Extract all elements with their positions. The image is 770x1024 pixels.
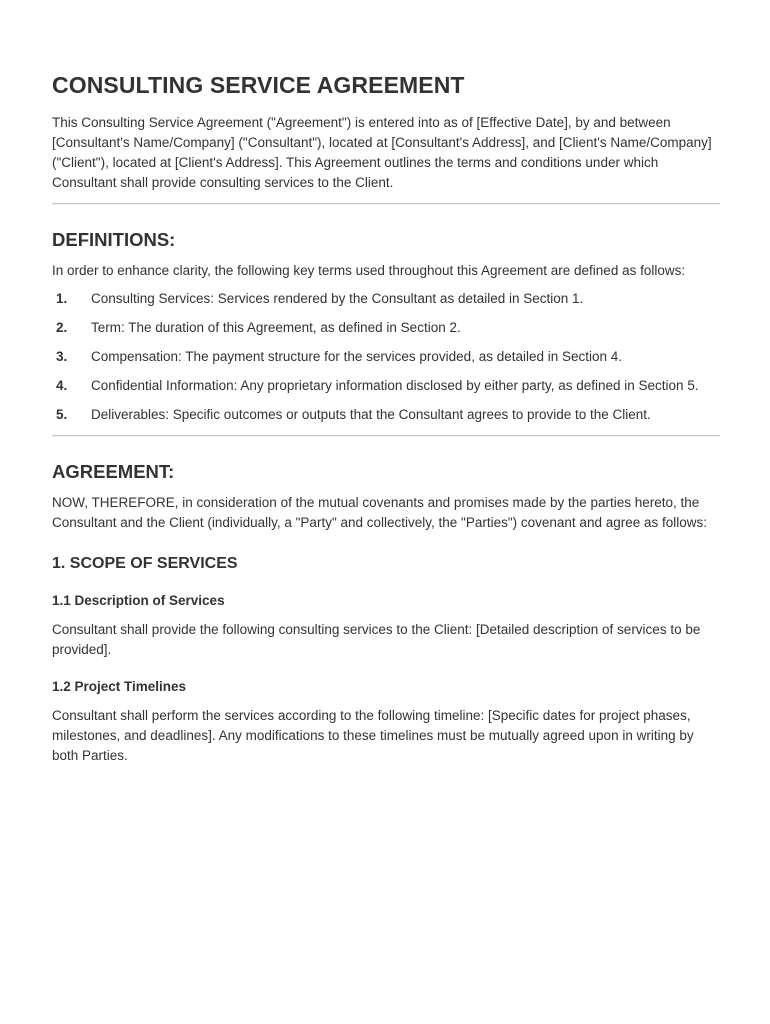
list-item: [52, 347, 720, 367]
agreement-heading: AGREEMENT:: [52, 461, 175, 482]
document-page: [52, 70, 720, 784]
list-item-text: Compensation: The payment structure for the services provided, as detailed in Section 4.: [91, 349, 623, 364]
document-title: CONSULTING SERVICE AGREEMENT: [52, 72, 465, 98]
scope-subsection: [52, 592, 720, 660]
subsection-heading: 1.2 Project Timelines: [52, 679, 187, 694]
list-item: [52, 289, 720, 309]
intro-paragraph: This Consulting Service Agreement ("Agreement") is entered into as of [Effective Date], by and between [Consultant's Name/Company] ("Consultant"), located at [Consultant's Address], and [Client's Name/Company] ("Client"), located at [Client's Address]. This Agreement outlines the terms and conditions under which Consultant shall provide consulting services to the Client.: [52, 115, 712, 190]
definitions-list: [52, 289, 720, 425]
scope-heading: 1. SCOPE OF SERVICES: [52, 555, 238, 572]
list-item-number: 4.: [56, 378, 68, 393]
list-item-number: 3.: [56, 349, 68, 364]
section-divider: [52, 435, 720, 437]
list-item-text: Confidential Information: Any proprietary information disclosed by either party, as defined in Section 5.: [91, 378, 699, 393]
definitions-lead: In order to enhance clarity, the following key terms used throughout this Agreement are defined as follows:: [52, 263, 686, 278]
subsection-text: Consultant shall provide the following consulting services to the Client: [Detailed description of services to be provided].: [52, 622, 701, 657]
list-item: [52, 405, 720, 425]
list-item-number: 2.: [56, 320, 68, 335]
list-item-text: Deliverables: Specific outcomes or outputs that the Consultant agrees to provide to the Client.: [91, 407, 651, 422]
section-divider: [52, 203, 720, 205]
definitions-heading: DEFINITIONS:: [52, 229, 176, 250]
list-item-number: 1.: [56, 291, 68, 306]
list-item: [52, 376, 720, 396]
subsection-text: Consultant shall perform the services according to the following timeline: [Specific dates for project phases, milestones, and deadlines]. Any modifications to these timelines must be mutually agreed upon in writing by both Parties.: [52, 708, 694, 763]
agreement-lead: NOW, THEREFORE, in consideration of the mutual covenants and promises made by the parties hereto, the Consultant and the Client (individually, a "Party" and collectively, the "Parties") covenant and agree as follows:: [52, 495, 708, 530]
list-item: [52, 318, 720, 338]
list-item-text: Term: The duration of this Agreement, as defined in Section 2.: [91, 320, 461, 335]
list-item-number: 5.: [56, 407, 68, 422]
list-item-text: Consulting Services: Services rendered by the Consultant as detailed in Section 1.: [91, 291, 584, 306]
scope-subsection: [52, 678, 720, 766]
subsection-heading: 1.1 Description of Services: [52, 593, 225, 608]
